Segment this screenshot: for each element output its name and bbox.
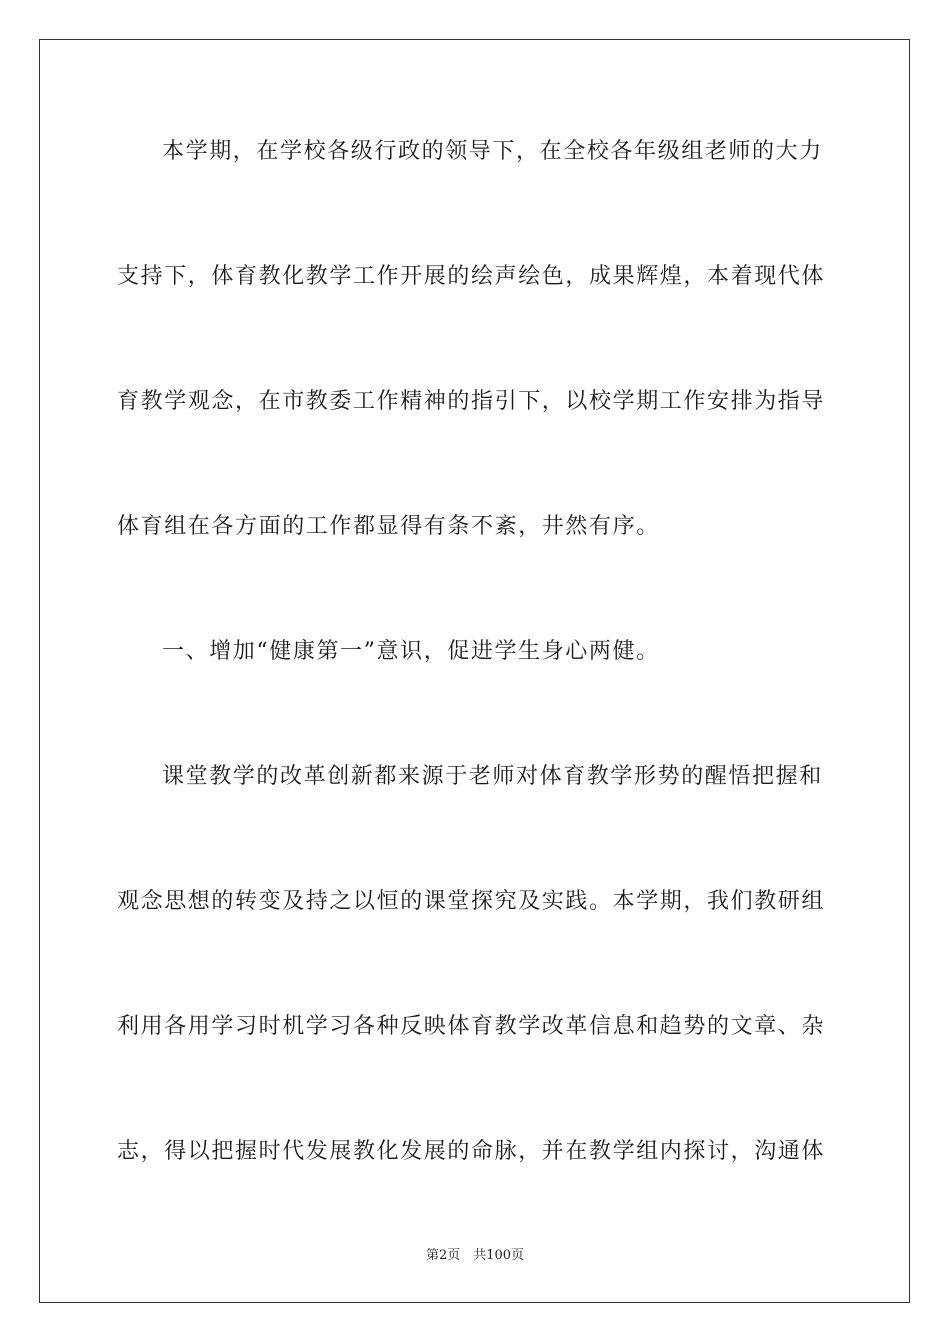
section-heading: 一、增加“健康第一”意识，促进学生身心两健。 (162, 639, 660, 664)
page-border (39, 39, 910, 1303)
paragraph-line: 本学期，在学校各级行政的领导下，在全校各年级组老师的大力 (162, 139, 823, 164)
paragraph-line: 志，得以把握时代发展教化发展的命脉，并在教学组内探讨，沟通体 (117, 1139, 826, 1164)
paragraph-line: 观念思想的转变及持之以恒的课堂探究及实践。本学期，我们教研组 (117, 889, 826, 914)
paragraph-line: 支持下，体育教化教学工作开展的绘声绘色，成果辉煌，本着现代体 (117, 264, 826, 289)
paragraph-line: 利用各用学习时机学习各种反映体育教学改革信息和趋势的文章、杂 (117, 1014, 826, 1039)
paragraph-line: 育教学观念，在市教委工作精神的指引下，以校学期工作安排为指导 (117, 389, 826, 414)
page-number-footer: 第2页 共100页 (425, 1248, 525, 1263)
paragraph-line: 体育组在各方面的工作都显得有条不紊，井然有序。 (117, 514, 660, 539)
paragraph-line: 课堂教学的改革创新都来源于老师对体育教学形势的醒悟把握和 (162, 764, 823, 789)
